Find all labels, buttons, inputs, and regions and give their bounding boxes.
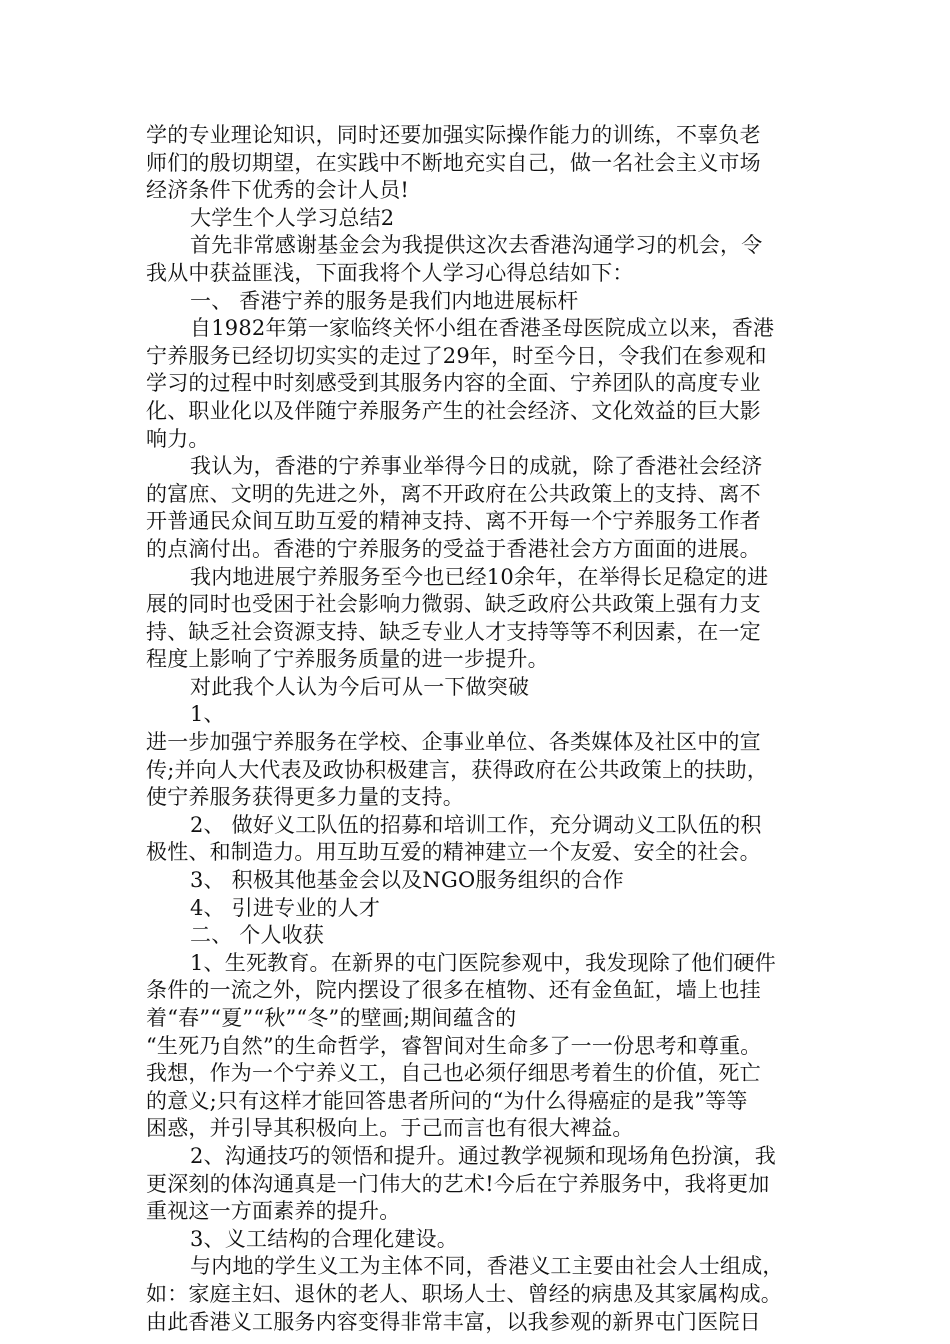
- document-line: 由此香港义工服务内容变得非常丰富，以我参观的新界屯门医院日: [146, 1309, 761, 1334]
- document-body: [146, 122, 811, 1336]
- document-line: 响力。: [146, 426, 210, 451]
- document-line: 进一步加强宁养服务在学校、企事业单位、各类媒体及社区中的宣: [146, 730, 761, 755]
- document-line: 学的专业理论知识，同时还要加强实际操作能力的训练，不辜负老: [146, 123, 761, 147]
- document-line: 1、生死教育。在新界的屯门医院参观中，我发现除了他们硬件: [190, 950, 776, 975]
- document-line: 对此我个人认为今后可从一下做突破: [190, 674, 530, 699]
- document-line: 3、义工结构的合理化建设。: [190, 1226, 458, 1251]
- document-line: 我从中获益匪浅，下面我将个人学习心得总结如下：: [146, 260, 634, 285]
- document-line: 2、沟通技巧的领悟和提升。通过教学视频和现场角色扮演，我: [190, 1143, 776, 1168]
- document-line: 4、 引进专业的人才: [190, 895, 381, 920]
- document-line: 二、 个人收获: [190, 923, 325, 948]
- document-line: 我想，作为一个宁养义工，自己也必须仔细思考着生的价值，死亡: [146, 1061, 761, 1086]
- document-line: 1、: [190, 702, 225, 727]
- document-line: 一、 香港宁养的服务是我们内地进展标杆: [190, 288, 579, 313]
- document-line: 的点滴付出。香港的宁养服务的受益于香港社会方方面面的进展。: [146, 536, 761, 561]
- document-line: 经济条件下优秀的会计人员!: [146, 178, 410, 203]
- document-line: 首先非常感谢基金会为我提供这次去香港沟通学习的机会，令: [190, 233, 763, 258]
- document-line: 使宁养服务获得更多力量的支持。: [146, 785, 464, 810]
- document-line: 2、 做好义工队伍的招募和培训工作，充分调动义工队伍的积: [190, 812, 762, 837]
- document-line: 着“春”“夏”“秋”“冬”的壁画;期间蕴含的: [146, 1006, 517, 1030]
- document-line: 宁养服务已经切切实实的走过了29年，时至今日，令我们在参观和: [146, 343, 767, 368]
- document-line: 重视这一方面素养的提升。: [146, 1199, 401, 1224]
- document-line: 化、职业化以及伴随宁养服务产生的社会经济、文化效益的巨大影: [146, 398, 761, 423]
- document-line: 学习的过程中时刻感受到其服务内容的全面、宁养团队的高度专业: [146, 371, 761, 396]
- document-line: 自1982年第一家临终关怀小组在香港圣母医院成立以来，香港: [190, 316, 775, 341]
- document-line: 3、 积极其他基金会以及NGO服务组织的合作: [190, 868, 624, 893]
- document-line: 与内地的学生义工为主体不同，香港义工主要由社会人士组成，: [190, 1254, 784, 1279]
- document-line: 极性、和制造力。用互助互爱的精神建立一个友爱、安全的社会。: [146, 840, 761, 865]
- document-line: 大学生个人学习总结2: [190, 205, 395, 230]
- document-line: 我认为，香港的宁养事业举得今日的成就，除了香港社会经济: [190, 454, 763, 479]
- document-line: 如：家庭主妇、退休的老人、职场人士、曾经的病患及其家属构成。: [146, 1281, 782, 1306]
- document-line: 困惑，并引导其积极向上。于己而言也有很大裨益。: [146, 1116, 634, 1141]
- document-line: 展的同时也受困于社会影响力微弱、缺乏政府公共政策上强有力支: [146, 592, 761, 617]
- document-line: 的意义;只有这样才能回答患者所问的“为什么得癌症的是我”等等: [146, 1088, 748, 1113]
- document-line: 程度上影响了宁养服务质量的进一步提升。: [146, 647, 549, 672]
- document-line: 持、缺乏社会资源支持、缺乏专业人才支持等等不利因素，在一定: [146, 619, 761, 644]
- document-line: 师们的殷切期望，在实践中不断地充实自己，做一名社会主义市场: [146, 150, 761, 175]
- document-line: 我内地进展宁养服务至今也已经10余年，在举得长足稳定的进: [190, 564, 769, 589]
- document-line: 条件的一流之外，院内摆设了很多在植物、还有金鱼缸，墙上也挂: [146, 978, 761, 1003]
- document-line: “生死乃自然”的生命哲学，睿智间对生命多了一一份思考和尊重。: [146, 1033, 762, 1058]
- document-line: 开普通民众间互助互爱的精神支持、离不开每一个宁养服务工作者: [146, 509, 761, 534]
- document-line: 传;并向人大代表及政协积极建言，获得政府在公共政策上的扶助，: [146, 757, 769, 782]
- document-line: 更深刻的体沟通真是一门伟大的艺术!今后在宁养服务中，我将更加: [146, 1171, 770, 1196]
- document-line: 的富庶、文明的先进之外，离不开政府在公共政策上的支持、离不: [146, 481, 761, 506]
